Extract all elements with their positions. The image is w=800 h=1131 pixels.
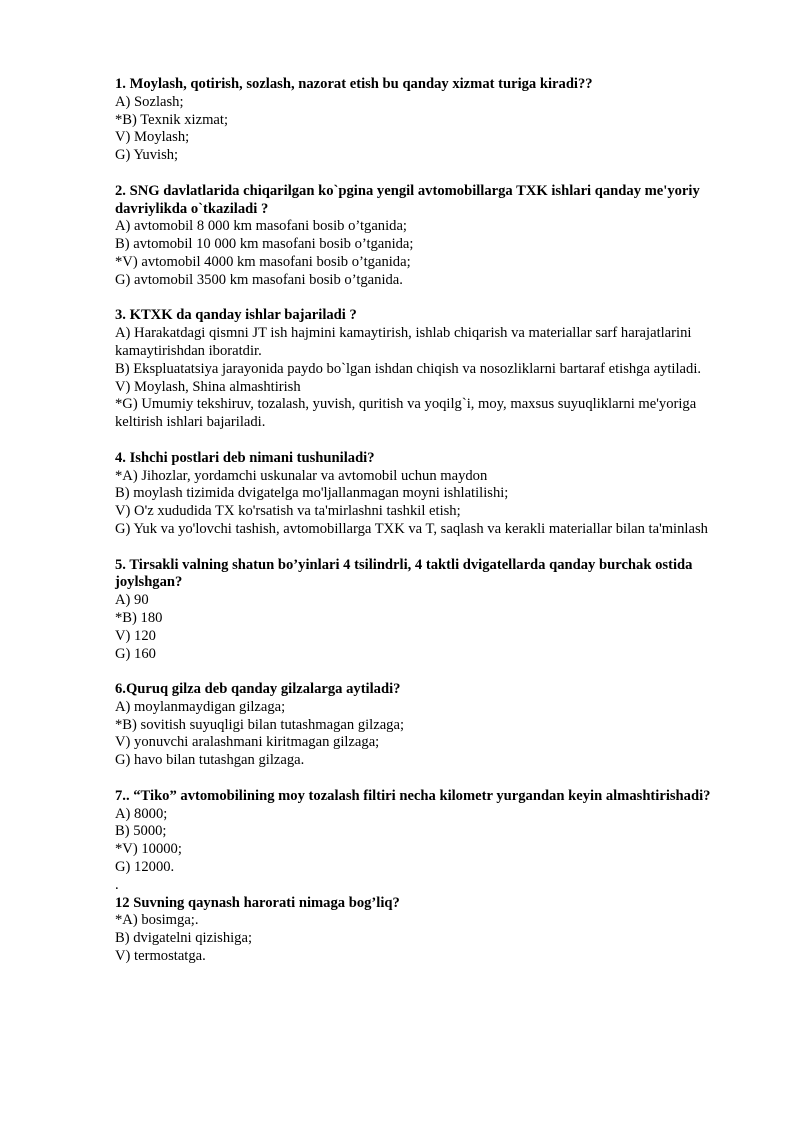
question-12 — [115, 895, 745, 966]
answer-option: V) Moylash, Shina almashtirish — [115, 378, 301, 395]
answer-option: G) Yuk va yo'lovchi tashish, avtomobillarga TXK va T, saqlash va kerakli materiallar bilan ta'minlash — [115, 520, 708, 537]
answer-option: *B) Texnik xizmat; — [115, 111, 229, 128]
answer-option: V) Moylash; — [115, 129, 190, 146]
question-title: 4. Ishchi postlari deb nimani tushuniladi? — [115, 449, 375, 466]
answer-option: B) avtomobil 10 000 km masofani bosib o’tganida; — [115, 236, 414, 253]
answer-option: *G) Umumiy tekshiruv, tozalash, yuvish, quritish va yoqilg`i, moy, maxsus suyuqliklarni me'yoriga keltirish ishlari bajariladi. — [115, 396, 697, 431]
answer-option: G) 12000. — [115, 859, 175, 876]
answer-option: A) 8000; — [115, 805, 168, 822]
answer-option: V) yonuvchi aralashmani kiritmagan gilzaga; — [115, 734, 380, 751]
answer-option: V) O'z xududida TX ko'rsatish va ta'mirlashni tashkil etish; — [115, 503, 461, 520]
answer-option: B) moylash tizimida dvigatelga mo'ljallanmagan moyni ishlatilishi; — [115, 485, 509, 502]
answer-option: *B) 180 — [115, 609, 163, 626]
answer-option: *A) Jihozlar, yordamchi uskunalar va avtomobil uchun maydon — [115, 467, 488, 484]
question-2 — [115, 183, 745, 290]
answer-option: G) havo bilan tutashgan gilzaga. — [115, 752, 305, 769]
question-6 — [115, 681, 745, 770]
answer-option: *B) sovitish suyuqligi bilan tutashmagan gilzaga; — [115, 716, 405, 733]
answer-option: V) termostatga. — [115, 948, 206, 965]
answer-option: G) avtomobil 3500 km masofani bosib o’tganida. — [115, 271, 403, 288]
question-title: 12 Suvning qaynash harorati nimaga bog’liq? — [115, 894, 400, 911]
separator-dot: . — [115, 876, 119, 893]
answer-option: A) 90 — [115, 592, 149, 609]
answer-option: A) Sozlash; — [115, 93, 184, 110]
answer-option: A) moylanmaydigan gilzaga; — [115, 698, 286, 715]
question-title: 5. Tirsakli valning shatun bo’yinlari 4 tsilindrli, 4 taktli dvigatellarda qanday burchak ostida joylshgan? — [115, 556, 693, 591]
answer-option: B) 5000; — [115, 823, 167, 840]
question-title: 3. KTXK da qanday ishlar bajariladi ? — [115, 307, 357, 324]
answer-option: *A) bosimga;. — [115, 912, 199, 929]
answer-option: *V) avtomobil 4000 km masofani bosib o’tganida; — [115, 253, 411, 270]
answer-option: G) Yuvish; — [115, 147, 179, 164]
answer-option: V) 120 — [115, 627, 156, 644]
answer-option: A) avtomobil 8 000 km masofani bosib o’tganida; — [115, 218, 407, 235]
question-5 — [115, 557, 745, 664]
answer-option: B) Ekspluatatsiya jarayonida paydo bo`lgan ishdan chiqish va nosozliklarni bartaraf etishga aytiladi. — [115, 360, 702, 377]
question-1 — [115, 76, 745, 165]
question-title: 1. Moylash, qotirish, sozlash, nazorat etish bu qanday xizmat turiga kiradi?? — [115, 76, 593, 92]
question-title: 6.Quruq gilza deb qanday gilzalarga aytiladi? — [115, 681, 401, 698]
answer-option: *V) 10000; — [115, 841, 182, 858]
question-4 — [115, 450, 745, 539]
answer-option: B) dvigatelni qizishiga; — [115, 930, 252, 947]
question-3 — [115, 307, 745, 432]
document-page — [115, 76, 745, 966]
question-7 — [115, 788, 745, 877]
question-title: 2. SNG davlatlarida chiqarilgan ko`pgina yengil avtomobillarga TXK ishlari qanday me'yoriy davriylikda o`tkaziladi ? — [115, 182, 700, 217]
answer-option: A) Harakatdagi qismni JT ish hajmini kamaytirish, ishlab chiqarish va materiallar sarf harajatlarini kamaytirishdan iboratdir. — [115, 325, 692, 359]
question-title: 7.. “Tiko” avtomobilining moy tozalash filtiri necha kilometr yurgandan keyin almashtirishadi? — [115, 787, 711, 804]
answer-option: G) 160 — [115, 645, 156, 662]
